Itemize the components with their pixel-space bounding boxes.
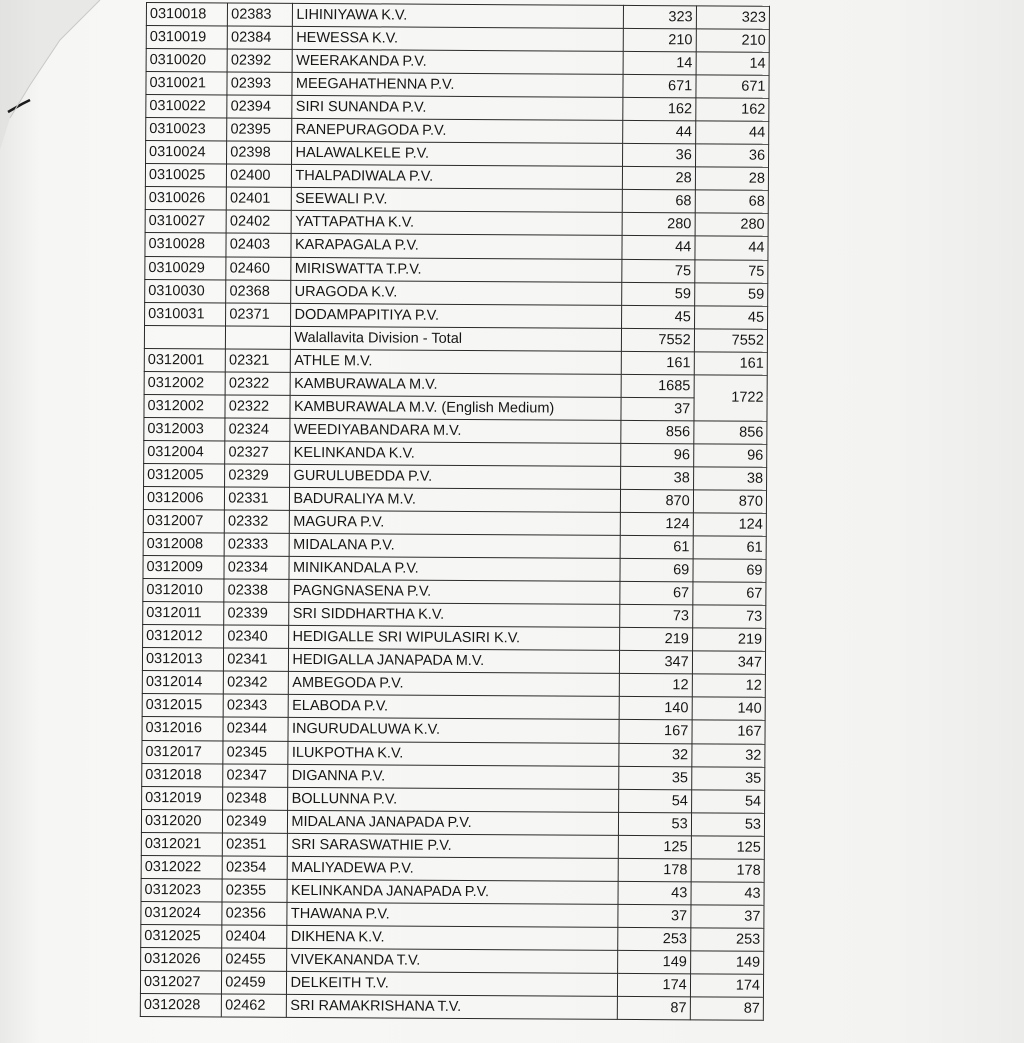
census-no-cell: 02349 (223, 810, 288, 833)
count-cell: 59 (621, 282, 694, 305)
school-code-cell: 0312010 (143, 579, 224, 603)
total-cell: 210 (696, 29, 769, 52)
count-cell: 125 (618, 835, 691, 858)
count-cell: 253 (617, 927, 690, 950)
school-name-cell: BADURALIYA M.V. (290, 487, 620, 512)
school-name-cell: SRI SIDDHARTHA K.V. (289, 603, 619, 628)
total-cell: 12 (692, 674, 765, 697)
count-cell: 53 (618, 812, 691, 835)
count-cell: 167 (618, 720, 691, 743)
school-name-cell: RANEPURAGODA P.V. (292, 119, 622, 144)
count-cell: 37 (617, 904, 690, 927)
count-cell: 54 (618, 789, 691, 812)
census-no-cell: 02395 (227, 118, 292, 141)
census-no-cell: 02462 (222, 994, 287, 1017)
count-cell: 35 (618, 766, 691, 789)
census-no-cell: 02331 (225, 487, 290, 510)
school-name-cell: KARAPAGALA P.V. (291, 234, 621, 259)
school-code-cell: 0310018 (146, 3, 227, 27)
count-cell: 96 (620, 443, 693, 466)
count-cell: 32 (618, 743, 691, 766)
count-cell: 323 (623, 5, 696, 28)
school-name-cell: DIKHENA K.V. (287, 925, 617, 950)
school-code-cell: 0312004 (144, 440, 225, 464)
count-cell: 149 (617, 950, 690, 973)
census-no-cell: 02392 (227, 49, 292, 72)
school-code-cell: 0312002 (144, 371, 225, 395)
census-no-cell: 02459 (222, 971, 287, 994)
census-no-cell (226, 326, 291, 349)
count-cell: 140 (619, 697, 692, 720)
census-no-cell: 02324 (225, 418, 290, 441)
total-cell: 73 (692, 605, 765, 628)
school-name-cell: DELKEITH T.V. (287, 971, 617, 996)
census-no-cell: 02401 (226, 187, 291, 210)
total-cell: 67 (693, 582, 766, 605)
census-no-cell: 02393 (227, 72, 292, 95)
census-no-cell: 02384 (227, 26, 292, 49)
total-cell: 59 (694, 282, 767, 305)
census-no-cell: 02394 (227, 95, 292, 118)
school-code-cell: 0310030 (145, 279, 226, 303)
total-cell: 44 (695, 121, 768, 144)
census-no-cell: 02348 (223, 787, 288, 810)
school-name-cell: ATHLE M.V. (291, 349, 621, 374)
school-code-cell: 0310025 (145, 164, 226, 188)
school-code-cell: 0312015 (142, 694, 223, 718)
school-name-cell: KAMBURAWALA M.V. (291, 372, 621, 397)
total-cell: 53 (691, 812, 764, 835)
school-name-cell: KELINKANDA JANAPADA P.V. (287, 879, 617, 904)
total-cell: 174 (690, 974, 763, 997)
school-code-cell: 0310028 (145, 233, 226, 257)
school-name-cell: YATTAPATHA K.V. (292, 211, 622, 236)
count-cell: 44 (621, 236, 694, 259)
total-cell: 125 (691, 836, 764, 859)
census-no-cell: 02341 (224, 648, 289, 671)
total-cell: 347 (692, 651, 765, 674)
total-cell: 124 (693, 513, 766, 536)
school-name-cell: HEDIGALLE SRI WIPULASIRI K.V. (289, 626, 619, 651)
census-no-cell: 02355 (222, 879, 287, 902)
count-cell: 856 (620, 420, 693, 443)
school-name-cell: BOLLUNNA P.V. (288, 787, 618, 812)
school-code-cell: 0312028 (140, 994, 221, 1018)
school-name-cell: MIDALANA P.V. (290, 533, 620, 558)
school-roll-table (140, 2, 770, 1021)
school-name-cell: INGURUDALUWA K.V. (288, 718, 618, 743)
count-cell: 43 (617, 881, 690, 904)
school-name-cell: DODAMPAPITIYA P.V. (291, 303, 621, 328)
school-name-cell: MINIKANDALA P.V. (289, 557, 619, 582)
school-name-cell: SEEWALI P.V. (292, 188, 622, 213)
count-cell: 12 (619, 674, 692, 697)
school-name-cell: DIGANNA P.V. (288, 764, 618, 789)
total-cell: 37 (691, 905, 764, 928)
total-cell: 54 (691, 789, 764, 812)
total-cell: 140 (692, 697, 765, 720)
count-cell: 36 (622, 144, 695, 167)
school-name-cell: THALPADIWALA P.V. (292, 165, 622, 190)
total-cell: 38 (693, 467, 766, 490)
school-name-cell: HEDIGALLA JANAPADA M.V. (289, 649, 619, 674)
count-cell: 44 (622, 121, 695, 144)
school-code-cell: 0312019 (142, 786, 223, 810)
census-no-cell: 02403 (226, 233, 291, 256)
count-cell: 870 (620, 489, 693, 512)
total-cell: 28 (695, 167, 768, 190)
total-cell: 35 (691, 766, 764, 789)
school-name-cell: WEEDIYABANDARA M.V. (290, 418, 620, 443)
school-name-cell: SRI RAMAKRISHANA T.V. (287, 994, 617, 1019)
total-cell: 219 (692, 628, 765, 651)
school-name-cell: HEWESSA K.V. (293, 26, 623, 51)
census-no-cell: 02460 (226, 257, 291, 280)
census-no-cell: 02327 (225, 441, 290, 464)
table-body (140, 3, 769, 1021)
total-cell: 323 (696, 6, 769, 29)
school-code-cell (144, 325, 225, 349)
school-code-cell: 0312018 (142, 763, 223, 787)
total-cell: 162 (696, 98, 769, 121)
total-cell: 45 (694, 305, 767, 328)
table-row (140, 994, 763, 1021)
school-code-cell: 0312001 (144, 348, 225, 372)
count-cell: 161 (621, 351, 694, 374)
school-name-cell: MEEGAHATHENNA P.V. (292, 73, 622, 98)
school-name-cell: SIRI SUNANDA P.V. (292, 96, 622, 121)
total-cell: 7552 (694, 329, 767, 352)
census-no-cell: 02334 (224, 556, 289, 579)
school-code-cell: 0312011 (143, 602, 224, 626)
school-code-cell: 0310021 (146, 72, 227, 96)
count-cell: 87 (617, 996, 690, 1019)
school-code-cell: 0310026 (145, 187, 226, 211)
school-code-cell: 0312016 (142, 717, 223, 741)
census-no-cell: 02455 (222, 948, 287, 971)
school-name-cell: KELINKANDA K.V. (290, 441, 620, 466)
census-no-cell: 02332 (225, 510, 290, 533)
school-name-cell: LIHINIYAWA K.V. (293, 3, 623, 28)
school-name-cell: MAGURA P.V. (290, 510, 620, 535)
school-code-cell: 0312008 (143, 533, 224, 557)
school-code-cell: 0312021 (141, 832, 222, 856)
school-name-cell: ELABODA P.V. (289, 695, 619, 720)
census-no-cell: 02404 (222, 925, 287, 948)
school-code-cell: 0310029 (145, 256, 226, 280)
school-code-cell: 0312013 (142, 648, 223, 672)
census-no-cell: 02402 (226, 210, 291, 233)
total-cell: 75 (695, 259, 768, 282)
count-cell: 347 (619, 651, 692, 674)
count-cell: 210 (623, 28, 696, 51)
school-code-cell: 0312024 (141, 901, 222, 925)
count-cell: 162 (622, 98, 695, 121)
school-code-cell: 0310020 (146, 49, 227, 73)
census-no-cell: 02354 (222, 856, 287, 879)
count-cell: 68 (622, 190, 695, 213)
school-name-cell: HALAWALKELE P.V. (292, 142, 622, 167)
total-cell: 149 (690, 951, 763, 974)
count-cell: 219 (619, 628, 692, 651)
census-no-cell: 02340 (224, 625, 289, 648)
count-cell: 73 (619, 605, 692, 628)
total-cell: 671 (696, 75, 769, 98)
count-cell: 45 (621, 305, 694, 328)
count-cell: 174 (617, 973, 690, 996)
school-code-cell: 0312012 (143, 625, 224, 649)
school-code-cell: 0312005 (144, 463, 225, 487)
total-cell: 69 (693, 559, 766, 582)
school-name-cell: Walallavita Division - Total (291, 326, 621, 351)
census-no-cell: 02383 (228, 3, 293, 26)
school-name-cell: VIVEKANANDA T.V. (287, 948, 617, 973)
census-no-cell: 02345 (223, 740, 288, 763)
census-no-cell: 02347 (223, 764, 288, 787)
school-name-cell: WEERAKANDA P.V. (293, 49, 623, 74)
school-name-cell: ILUKPOTHA K.V. (288, 741, 618, 766)
school-code-cell: 0312023 (141, 878, 222, 902)
school-code-cell: 0312022 (141, 855, 222, 879)
school-code-cell: 0312009 (143, 556, 224, 580)
school-code-cell: 0312006 (143, 486, 224, 510)
school-code-cell: 0312026 (141, 947, 222, 971)
count-cell: 69 (619, 559, 692, 582)
school-code-cell: 0310027 (145, 210, 226, 234)
school-code-cell: 0312027 (140, 970, 221, 994)
school-name-cell: PAGNGNASENA P.V. (289, 580, 619, 605)
census-no-cell: 02368 (226, 280, 291, 303)
count-cell: 38 (620, 466, 693, 489)
total-cell: 32 (692, 743, 765, 766)
census-no-cell: 02322 (225, 372, 290, 395)
total-cell: 870 (693, 490, 766, 513)
count-cell: 7552 (621, 328, 694, 351)
census-no-cell: 02344 (223, 717, 288, 740)
school-name-cell: THAWANA P.V. (287, 902, 617, 927)
school-name-cell: SRI SARASWATHIE P.V. (288, 833, 618, 858)
total-cell: 96 (693, 444, 766, 467)
school-code-cell: 0310024 (146, 141, 227, 165)
school-code-cell: 0312014 (142, 671, 223, 695)
census-no-cell: 02333 (224, 533, 289, 556)
census-no-cell: 02356 (222, 902, 287, 925)
count-cell: 280 (622, 213, 695, 236)
school-name-cell: URAGODA K.V. (291, 280, 621, 305)
census-no-cell: 02339 (224, 602, 289, 625)
total-cell: 856 (694, 421, 767, 444)
school-name-cell: MIRISWATTA T.P.V. (291, 257, 621, 282)
school-code-cell: 0312020 (141, 809, 222, 833)
school-code-cell: 0312007 (143, 510, 224, 534)
count-cell: 124 (620, 512, 693, 535)
school-name-cell: GURULUBEDDA P.V. (290, 464, 620, 489)
total-cell: 43 (691, 882, 764, 905)
total-cell: 253 (690, 928, 763, 951)
school-code-cell: 0312002 (144, 394, 225, 418)
school-code-cell: 0312025 (141, 924, 222, 948)
page-fold-shadow (0, 0, 110, 150)
census-no-cell: 02371 (226, 303, 291, 326)
census-no-cell: 02351 (223, 833, 288, 856)
school-code-cell: 0312003 (144, 417, 225, 441)
school-code-cell: 0312017 (142, 740, 223, 764)
school-code-cell: 0310019 (146, 26, 227, 50)
total-cell: 161 (694, 352, 767, 375)
census-no-cell: 02321 (225, 349, 290, 372)
total-cell: 178 (691, 859, 764, 882)
census-no-cell: 02342 (224, 671, 289, 694)
census-no-cell: 02343 (223, 694, 288, 717)
census-no-cell: 02400 (227, 164, 292, 187)
census-no-cell: 02398 (227, 141, 292, 164)
school-name-cell: KAMBURAWALA M.V. (English Medium) (290, 395, 620, 420)
total-cell: 167 (692, 720, 765, 743)
count-cell: 67 (619, 582, 692, 605)
census-no-cell: 02338 (224, 579, 289, 602)
count-cell: 28 (622, 167, 695, 190)
census-no-cell: 02329 (225, 464, 290, 487)
census-no-cell: 02322 (225, 395, 290, 418)
total-cell: 36 (695, 144, 768, 167)
total-cell: 61 (693, 536, 766, 559)
total-cell: 87 (690, 997, 763, 1020)
school-name-cell: MIDALANA JANAPADA P.V. (288, 810, 618, 835)
count-cell: 14 (623, 52, 696, 75)
count-cell: 37 (620, 397, 693, 420)
total-cell: 44 (695, 236, 768, 259)
total-cell: 68 (695, 190, 768, 213)
total-cell: 14 (696, 52, 769, 75)
school-name-cell: MALIYADEWA P.V. (288, 856, 618, 881)
total-cell: 1722 (694, 375, 768, 422)
count-cell: 75 (621, 259, 694, 282)
count-cell: 61 (620, 535, 693, 558)
count-cell: 671 (622, 75, 695, 98)
count-cell: 1685 (621, 374, 694, 397)
school-code-cell: 0310023 (146, 118, 227, 142)
school-name-cell: AMBEGODA P.V. (289, 672, 619, 697)
school-code-cell: 0310031 (145, 302, 226, 326)
school-code-cell: 0310022 (146, 95, 227, 119)
total-cell: 280 (695, 213, 768, 236)
count-cell: 178 (618, 858, 691, 881)
